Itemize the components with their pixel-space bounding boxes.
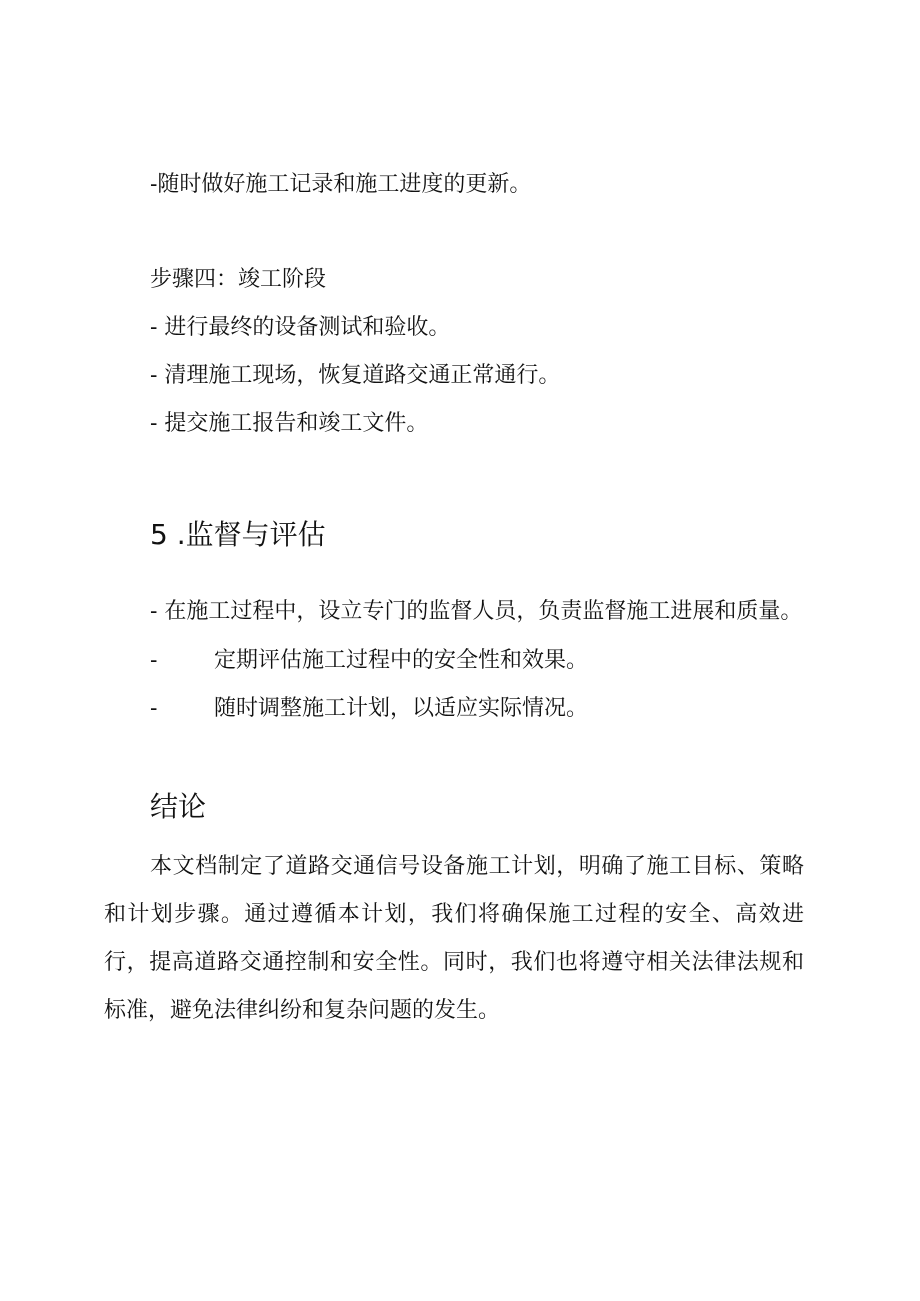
conclusion-heading: 结论	[150, 790, 207, 823]
list-item-text: 随时调整施工计划，以适应实际情况。	[214, 696, 589, 721]
step4-heading: 步骤四：竣工阶段	[150, 267, 327, 292]
section5-heading: 5 .监督与评估	[150, 518, 326, 551]
step4-item-report: - 提交施工报告和竣工文件。	[150, 411, 429, 436]
step4-item-cleanup: - 清理施工现场，恢复道路交通正常通行。	[150, 363, 561, 388]
list-dash: -	[150, 696, 158, 721]
list-item-text: 定期评估施工过程中的安全性和效果。	[214, 648, 589, 673]
list-dash: -	[150, 648, 158, 673]
section5-item-supervision: - 在施工过程中，设立专门的监督人员，负责监督施工进展和质量。	[150, 599, 803, 624]
section5-item-adjustment	[150, 694, 650, 724]
section5-item-evaluation	[150, 646, 650, 676]
conclusion-paragraph: 本文档制定了道路交通信号设备施工计划，明确了施工目标、策略和计划步骤。通过遵循本计划，我们将确保施工过程的安全、高效进行，提高道路交通控制和安全性。同时，我们也将遵守相关法律法规和标准，避免法律纠纷和复杂问题的发生。	[104, 854, 804, 1023]
step4-item-testing: - 进行最终的设备测试和验收。	[150, 315, 451, 340]
step3-last-item: -随时做好施工记录和施工进度的更新。	[150, 172, 532, 197]
